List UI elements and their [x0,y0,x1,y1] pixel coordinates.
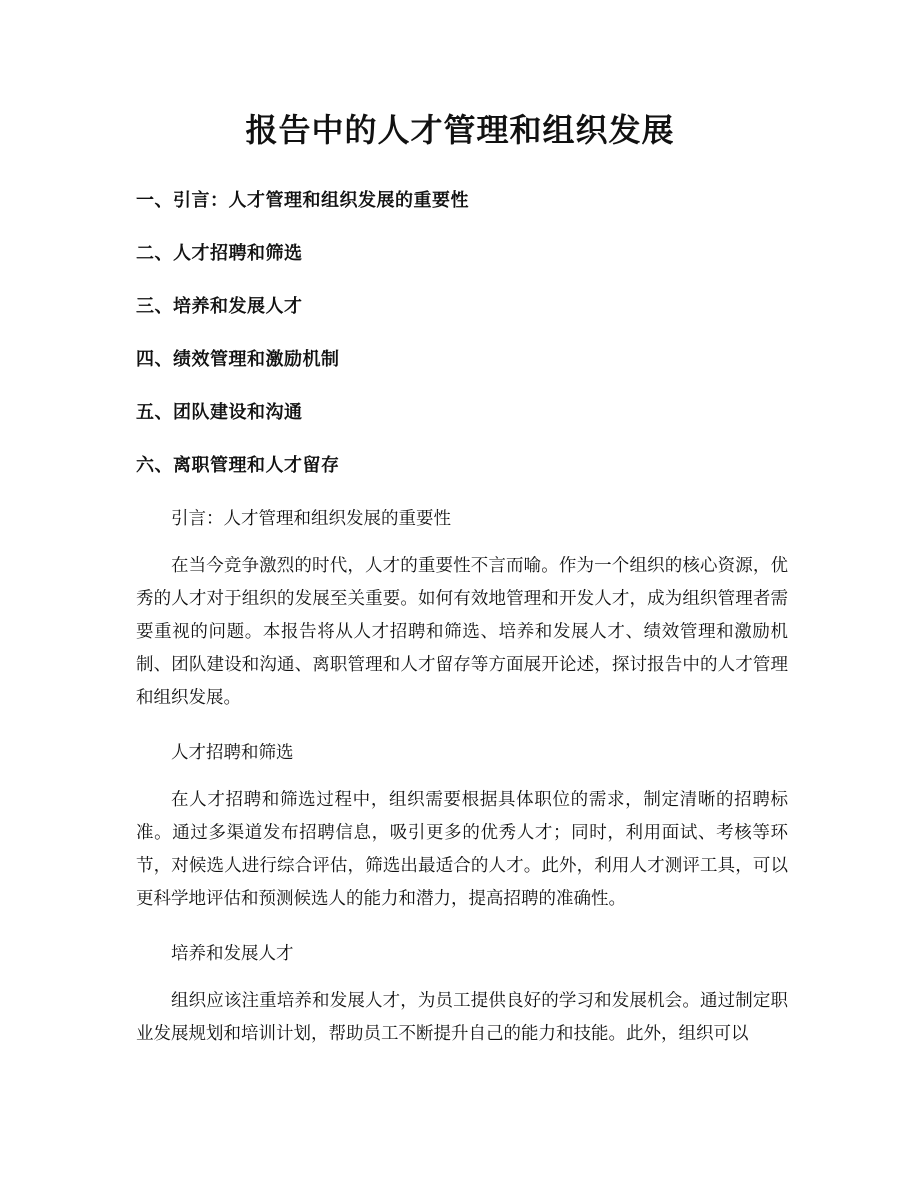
toc-item: 三、培养和发展人才 [136,296,303,317]
section-paragraph: 在当今竞争激烈的时代，人才的重要性不言而喻。作为一个组织的核心资源，优秀的人才对于组织的发展至关重要。如何有效地管理和开发人才，成为组织管理者需要重视的问题。本报告将从人才招聘和筛选、培养和发展人才、绩效管理和激励机制、团队建设和沟通、离职管理和人才留存等方面展开论述，探讨报告中的人才管理和组织发展。 [136,556,788,708]
toc-item: 四、绩效管理和激励机制 [136,349,340,370]
toc-item: 五、团队建设和沟通 [136,402,303,423]
table-of-contents [136,183,796,501]
toc-item: 二、人才招聘和筛选 [136,243,303,264]
section-heading: 培养和发展人才 [171,944,294,964]
toc-item: 六、离职管理和人才留存 [136,455,340,476]
section-paragraph: 在人才招聘和筛选过程中，组织需要根据具体职位的需求，制定清晰的招聘标准。通过多渠道发布招聘信息，吸引更多的优秀人才；同时，利用面试、考核等环节，对候选人进行综合评估，筛选出最适合的人才。此外，利用人才测评工具，可以更科学地评估和预测候选人的能力和潜力，提高招聘的准确性。 [136,790,788,909]
document-body [136,500,788,1070]
document-title: 报告中的人才管理和组织发展 [245,111,675,149]
section-paragraph: 组织应该注重培养和发展人才，为员工提供良好的学习和发展机会。通过制定职业发展规划和培训计划，帮助员工不断提升自己的能力和技能。此外，组织可以 [136,991,788,1044]
section-heading: 引言：人才管理和组织发展的重要性 [171,509,451,529]
section-heading: 人才招聘和筛选 [171,743,294,763]
toc-item: 一、引言：人才管理和组织发展的重要性 [136,190,469,211]
